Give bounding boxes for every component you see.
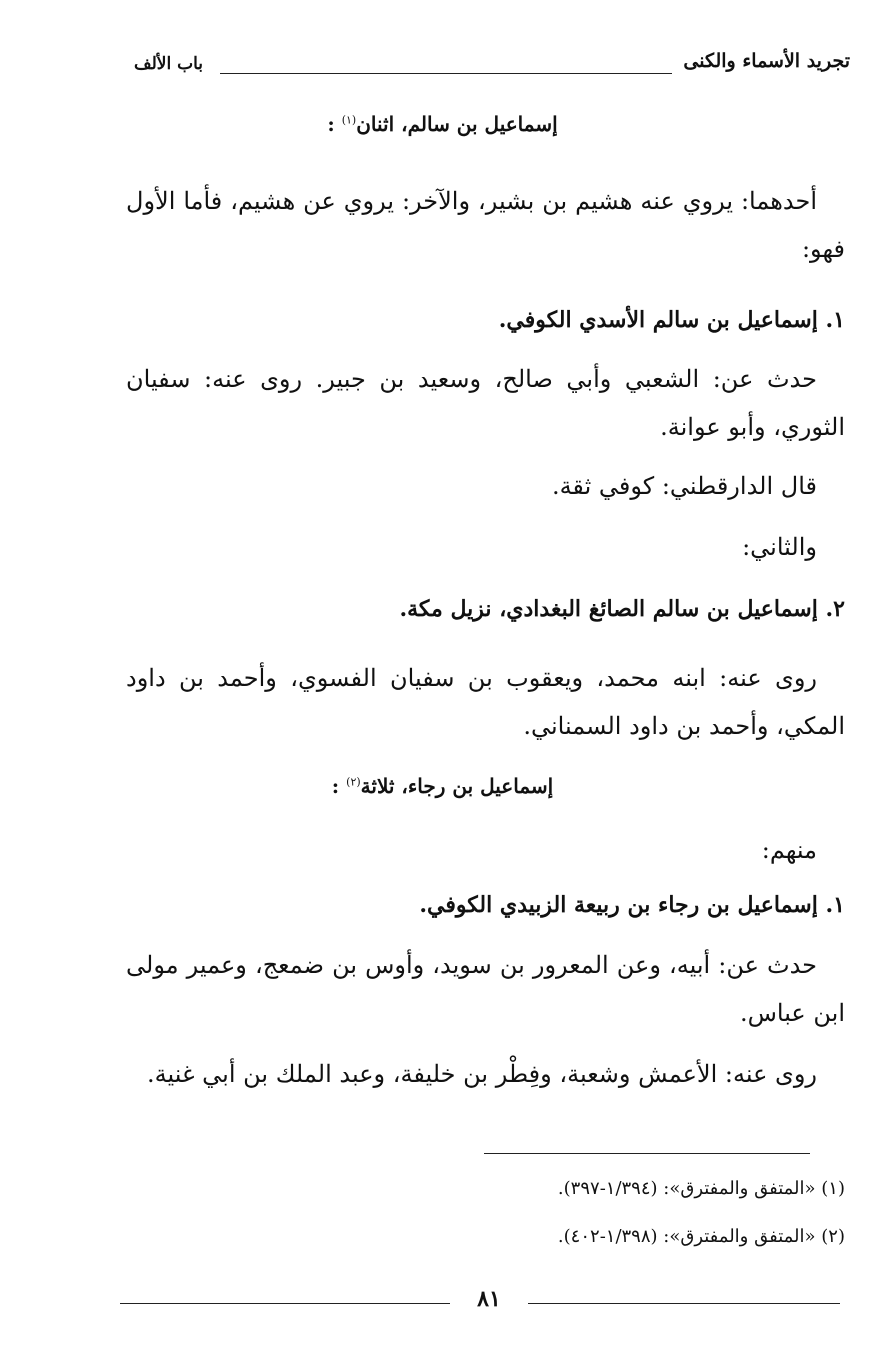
heading-colon: :: [331, 774, 340, 798]
section-heading-text: إسماعيل بن سالم، اثنان: [356, 112, 558, 136]
footnote-1: (١) «المتفق والمفترق»: (١/٣٩٤-٣٩٧).: [557, 1178, 845, 1199]
entry-title-ismail-zubaydi: ١. إسماعيل بن رجاء بن ربيعة الزبيدي الكوفي.: [419, 892, 845, 918]
entry-paragraph: روى عنه: ابنه محمد، ويعقوب بن سفيان الفسوي، وأحمد بن داود المكي، وأحمد بن داود السمناني.: [126, 664, 845, 740]
book-title: تجريد الأسماء والكنى: [683, 50, 850, 72]
entry-paragraph: قال الدارقطني: كوفي ثقة.: [551, 472, 817, 500]
entry-paragraph: حدث عن: الشعبي وأبي صالح، وسعيد بن جبير. روى عنه: سفيان الثوري، وأبو عوانة.: [126, 365, 845, 441]
page-number: ٨١: [477, 1286, 501, 1312]
entry-lead: والثاني:: [742, 533, 817, 561]
entry-paragraph: حدث عن: أبيه، وعن المعرور بن سويد، وأوس بن ضمعج، وعمير مولى ابن عباس.: [126, 951, 845, 1027]
entry-title-ismail-asadi: ١. إسماعيل بن سالم الأسدي الكوفي.: [498, 307, 845, 333]
header-rule: [220, 73, 672, 74]
footer-rule-right: [528, 1303, 840, 1304]
footer-rule-left: [120, 1303, 450, 1304]
section-intro-paragraph: منهم:: [761, 836, 817, 864]
section-heading-ismail-bin-salim: [60, 112, 825, 136]
section-intro-paragraph: أحدهما: يروي عنه هشيم بن بشير، والآخر: يروي عن هشيم، فأما الأول فهو:: [126, 187, 845, 263]
heading-colon: :: [327, 112, 335, 136]
section-heading-text: إسماعيل بن رجاء، ثلاثة: [360, 774, 554, 798]
footnote-ref-2[interactable]: (٢): [346, 775, 361, 789]
page-footer: [120, 1284, 840, 1324]
footnote-2: (٢) «المتفق والمفترق»: (١/٣٩٨-٤٠٢).: [557, 1226, 845, 1247]
entry-paragraph: روى عنه: الأعمش وشعبة، وفِطْر بن خليفة، وعبد الملك بن أبي غنية.: [146, 1060, 817, 1088]
section-heading-ismail-bin-raja: [60, 774, 825, 798]
footnote-rule: [484, 1153, 810, 1154]
entry-title-ismail-saigh: ٢. إسماعيل بن سالم الصائغ البغدادي، نزيل مكة.: [399, 596, 845, 622]
running-header: [134, 44, 850, 84]
chapter-title: باب الألف: [134, 54, 204, 74]
footnote-ref-1[interactable]: (١): [341, 113, 357, 127]
